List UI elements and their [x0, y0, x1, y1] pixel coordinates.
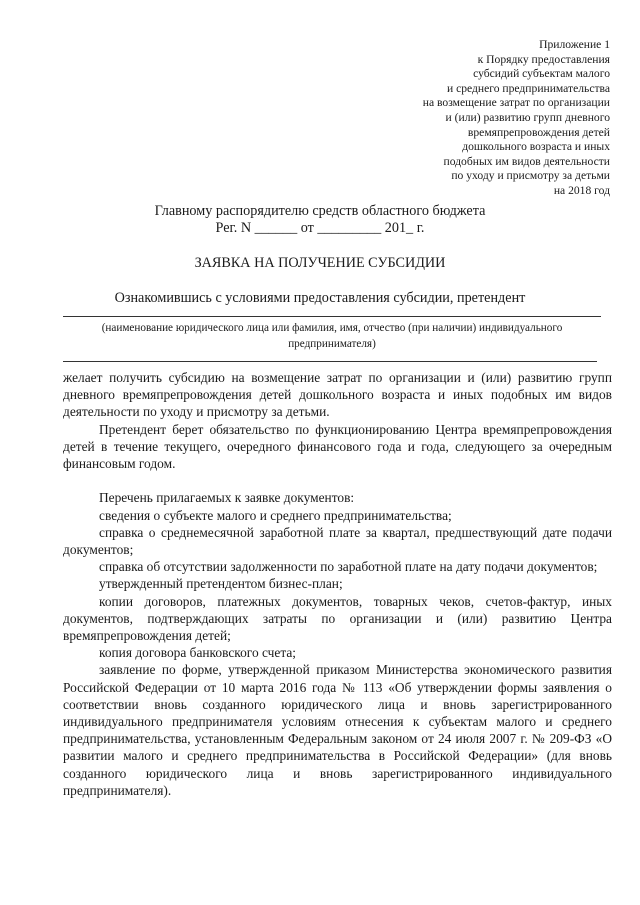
appendix-line: дошкольного возраста и иных [462, 140, 610, 154]
appendix-line: Приложение 1 [539, 38, 610, 51]
documents-list-item: сведения о субъекте малого и среднего предпринимательства; [99, 507, 452, 523]
applicant-caption: (наименование юридического лица или фамилия, имя, отчество (при наличии) индивидуального предпринимателя) [101, 322, 563, 350]
documents-list-item: копии договоров, платежных документов, товарных чеков, счетов-фактур, иных документов, подтверждающих затраты по организации и (или) развитию Центра времяпрепровождения детей; [63, 593, 612, 644]
appendix-line: субсидий субъектам малого [473, 67, 610, 81]
documents-heading: Перечень прилагаемых к заявке документов: [99, 490, 355, 506]
document-title: ЗАЯВКА НА ПОЛУЧЕНИЕ СУБСИДИИ [194, 255, 446, 271]
documents-list-item: копия договора банковского счета; [99, 645, 297, 661]
applicant-name-line [63, 316, 601, 317]
appendix-block [423, 38, 610, 199]
appendix-line: на 2018 год [553, 183, 610, 197]
appendix-line: времяпрепровождения детей [467, 125, 610, 139]
documents-list-item: заявление по форме, утвержденной приказом Министерства экономического развития Российской Федерации от 10 марта 2016 года № 113 «Об утверждении формы заявления о соответствии вновь созданного юридического лица и вновь зарегистрированного индивидуального предпринимателя условиям отнесения к субъектам малого и среднего предпринимательства, установленным Федеральным законом от 24 июля 2007 г. № 209-ФЗ «О развитии малого и среднего предпринимательства в Российской Федерации» (для вновь созданного юридического лица и вновь зарегистрированного индивидуального предпринимателя). [63, 662, 612, 798]
appendix-line: к Порядку предоставления [477, 52, 610, 66]
document-body [63, 369, 612, 799]
addressee-line: Главному распорядителю средств областного бюджета [154, 203, 486, 219]
appendix-line: и среднего предпринимательства [446, 81, 610, 95]
paragraph-obligation: Претендент берет обязательство по функционированию Центра времяпрепровождения детей в течение текущего, очередного финансового года и года, следующего за очередным финансовым годом. [63, 421, 612, 472]
registration-line: Рег. N ______ от _________ 201_ г. [215, 220, 425, 236]
documents-list-item: справка о среднемесячной заработной плате за квартал, предшествующий дате подачи документов; [63, 524, 612, 558]
appendix-line: и (или) развитию групп дневного [445, 110, 610, 124]
documents-list-item: справка об отсутствии задолженности по заработной плате на дату подачи документов; [99, 559, 598, 575]
intro-line: Ознакомившись с условиями предоставления субсидии, претендент [114, 290, 526, 306]
paragraph-request: желает получить субсидию на возмещение затрат по организации и (или) развитию групп дневного времяпрепровождения детей дошкольного возраста и иных подобных им видов деятельности по уходу и присмотру за детьми. [63, 370, 612, 420]
applicant-name-line-2 [63, 361, 597, 362]
appendix-line: на возмещение затрат по организации [422, 96, 610, 110]
appendix-line: по уходу и присмотру за детьми [451, 169, 610, 183]
documents-list-item: утвержденный претендентом бизнес-план; [99, 576, 343, 592]
appendix-line: подобных им видов деятельности [443, 154, 610, 168]
